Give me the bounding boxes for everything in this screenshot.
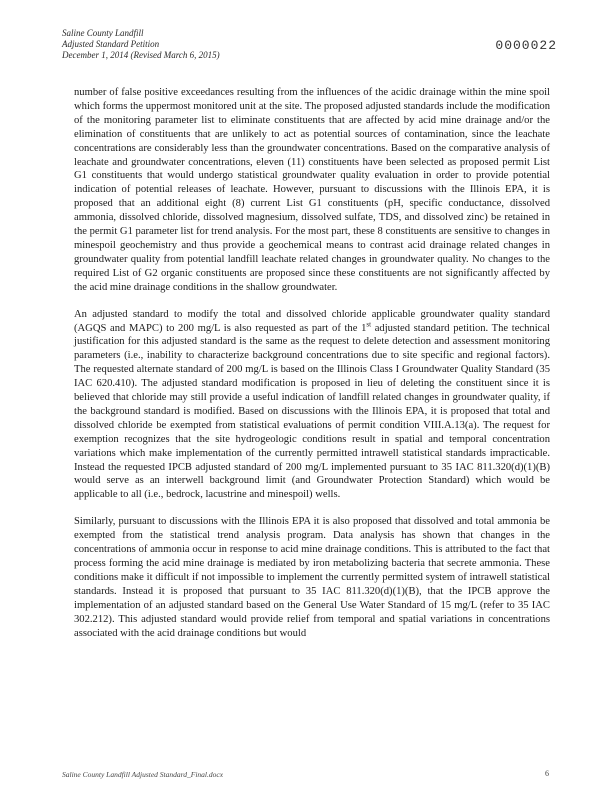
document-footer: Saline County Landfill Adjusted Standard_Final.docx (62, 770, 224, 779)
ordinal-superscript: st (366, 319, 372, 328)
page-number: 6 (545, 769, 549, 778)
paragraph-2 (74, 308, 550, 503)
paragraph-2-part-b: adjusted standard petition. The technical justification for this adjusted standard is the same as the request to delete detection and assessment monitoring parameters (i.e., inability to characterize background concentrations due to site specific and regional factors). The requested alternate standard of 200 mg/L is based on the Illinois Class I Groundwater Quality Standard (35 IAC 620.410). The adjusted standard modification is proposed in lieu of deleting the constituent since it is believed that chloride may still provide a useful indication of landfill related changes in groundwater quality, if the background standard is modified. Based on discussions with the Illinois EPA, it is proposed that total and dissolved chloride be exempted from statistical evaluations of permit condition VIII.A.13(a). The request for exemption recognizes that the site hydrogeologic conditions result in spatial and temporal concentration variations which make implementation of the currently permitted intrawell statistical standards impracticable. Instead the requested IPCB adjusted standard of 200 mg/L implemented pursuant to 35 IAC 811.320(d)(1)(B) would serve as an interwell background limit (and Groundwater Protection Standard) which would be applicable to all (i.e., bedrock, lacustrine and minespoil) wells. (74, 322, 551, 501)
header-date: December 1, 2014 (Revised March 6, 2015) (62, 50, 220, 60)
document-number-stamp: 0000022 (495, 38, 557, 53)
paragraph-1: number of false positive exceedances resulting from the influences of the acidic drainage within the mine spoil which forms the uppermost monitored unit at the site. The proposed adjusted standards include the modification of the monitoring parameter list to eliminate constituents that are affected by acid mine drainage and/or the elimination of constituents that are unlikely to act as potential sources of contamination, since the leachate concentrations are considerably less than the groundwater concentrations. Based on the comparative analysis of leachate and groundwater concentrations, eleven (11) constituents have been selected as proposed permit List G1 constituents that would undergo statistical groundwater quality evaluation in order to provide potential indication of potential releases of leachate. However, pursuant to discussions with the Illinois EPA, it is proposed that an additional eight (8) current List G1 constituents (pH, specific conductance, dissolved ammonia, dissolved chloride, dissolved magnesium, dissolved sulfate, TDS, and dissolved zinc) be retained in the permit G1 parameter list for trend analysis. For the most part, these 8 constituents are sensitive to changes in minespoil geochemistry and thus provide a geochemical means to contrast acid drainage related changes in groundwater quality from potential landfill leachate related changes in groundwater quality. No changes to the required List of G2 organic constituents are proposed since these constituents are not significantly affected by the acid mine drainage conditions in the shallow groundwater. (74, 87, 550, 293)
document-header (62, 28, 220, 61)
header-document-title: Adjusted Standard Petition (62, 39, 160, 49)
paragraph-2-part-a: An adjusted standard to modify the total and dissolved chloride applicable groundwater quality standard (AGQS and MAPC) to 200 mg/L is also requested as part of the 1 (74, 308, 550, 334)
header-facility-name: Saline County Landfill (62, 28, 144, 38)
paragraph-3: Similarly, pursuant to discussions with the Illinois EPA it is also proposed that dissolved and total ammonia be exempted from the statistical trend analysis program. Data analysis has shown that changes in the concentrations of ammonia occur in response to acid mine drainage conditions. This is attributed to the fact that process forming the acid mine drainage is mediated by iron metabolizing bacteria that secrete ammonia. These conditions make it difficult if not impossible to implement the currently permitted system of intrawell statistical standards. Instead it is proposed that pursuant to 35 IAC 811.320(d)(1)(B), that the IPCB approve the implementation of an adjusted standard based on the General Use Water Standard of 15 mg/L (refer to 35 IAC 302.212). This adjusted standard would provide relief from temporal and spatial variations in concentrations associated with the acid drainage conditions but would (74, 516, 550, 639)
document-body (74, 86, 550, 653)
